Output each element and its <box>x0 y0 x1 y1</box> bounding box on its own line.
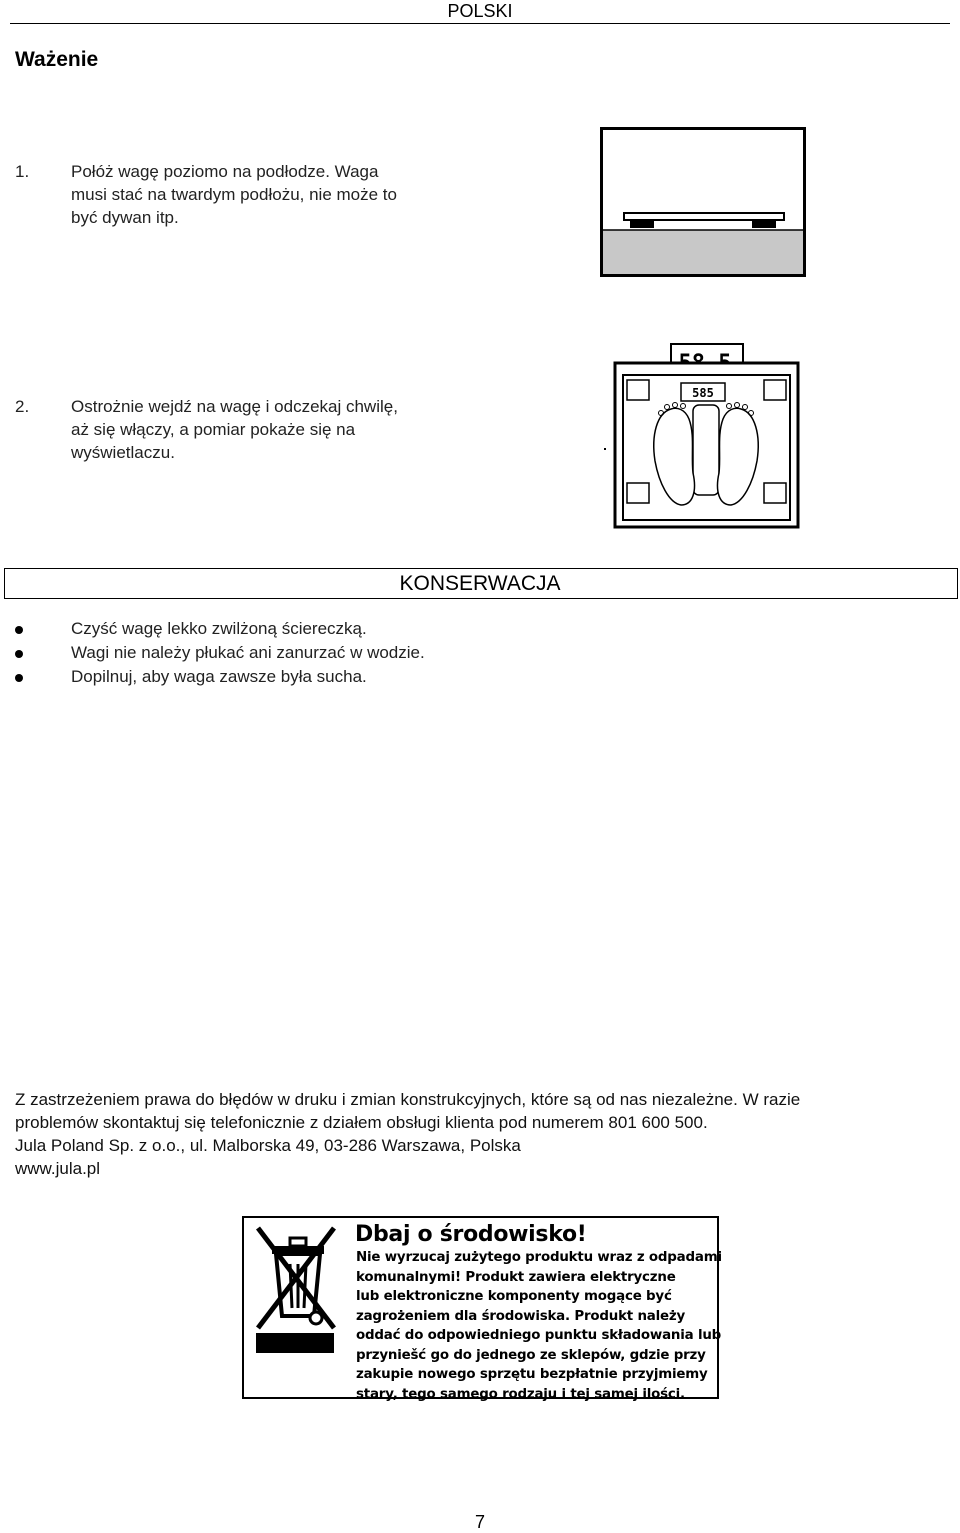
scale-on-floor-illustration <box>600 127 806 277</box>
step-text <box>71 395 475 464</box>
eco-text <box>356 1248 722 1404</box>
eco-title: Dbaj o środowisko! <box>355 1222 587 1247</box>
list-item-text: Dopilnuj, aby waga zawsze była sucha. <box>71 667 367 686</box>
bullet-icon <box>15 674 23 682</box>
list-item <box>15 641 815 665</box>
section-title: Ważenie <box>15 48 99 71</box>
step-line: aż się włączy, a pomiar pokaże się na <box>71 420 356 439</box>
step-line: być dywan itp. <box>71 208 179 227</box>
disclaimer-line: Z zastrzeżeniem prawa do błędów w druku i zmian konstrukcyjnych, które są od nas niezależne. W razie <box>15 1090 801 1109</box>
page-number: 7 <box>474 1512 485 1532</box>
step-2 <box>15 395 475 464</box>
list-item <box>15 665 815 689</box>
eco-line: komunalnymi! Produkt zawiera elektryczne <box>356 1269 676 1285</box>
bullet-icon <box>15 626 23 634</box>
feet-on-scale-illustration <box>613 343 800 529</box>
website-link[interactable]: www.jula.pl <box>15 1159 101 1178</box>
step-line: Ostrożnie wejdź na wagę i odczekaj chwilę, <box>71 397 398 416</box>
stray-dot <box>604 448 606 450</box>
disclaimer-line: Jula Poland Sp. z o.o., ul. Malborska 49, 03-286 Warszawa, Polska <box>15 1136 521 1155</box>
eco-line: przyniešć go do jednego ze sklepów, gdzie przy <box>356 1347 706 1363</box>
eco-line: zagrożeniem dla środowiska. Produkt należy <box>356 1308 686 1324</box>
eco-line: stary, tego samego rodzaju i tej samej ilości. <box>356 1386 685 1402</box>
svg-text:585: 585 <box>692 386 714 400</box>
step-text <box>71 160 475 229</box>
eco-notice <box>242 1216 722 1402</box>
step-line: musi stać na twardym podłożu, nie może to <box>71 185 397 204</box>
step-number: 2. <box>15 397 30 416</box>
list-item-text: Czyść wagę lekko zwilżoną ściereczką. <box>71 619 367 638</box>
eco-line: oddać do odpowiedniego punktu składowania lub <box>356 1328 722 1343</box>
step-line: Połóż wagę poziomo na podłodze. Waga <box>71 162 379 181</box>
step-line: wyświetlaczu. <box>71 443 175 462</box>
bullet-icon <box>15 650 23 658</box>
eco-line: zakupie nowego sprzętu bezpłatnie przyjmiemy <box>356 1367 708 1382</box>
disclaimer <box>15 1088 950 1180</box>
eco-line: lub elektroniczne komponenty mogące być <box>356 1289 672 1304</box>
list-item-text: Wagi nie należy płukać ani zanurzać w wodzie. <box>71 643 425 662</box>
step-1 <box>15 160 475 229</box>
header-divider <box>10 23 950 24</box>
maintenance-list <box>15 617 815 689</box>
step-number: 1. <box>15 162 30 181</box>
eco-line: Nie wyrzucaj zużytego produktu wraz z odpadami <box>356 1250 722 1265</box>
header-language: POLSKI <box>447 1 513 21</box>
disclaimer-line: problemów skontaktuj się telefonicznie z działem obsługi klienta pod numerem 801 600 500. <box>15 1113 708 1132</box>
maintenance-title: KONSERWACJA <box>399 572 561 595</box>
eco-black-bar <box>256 1333 334 1353</box>
list-item <box>15 617 815 641</box>
